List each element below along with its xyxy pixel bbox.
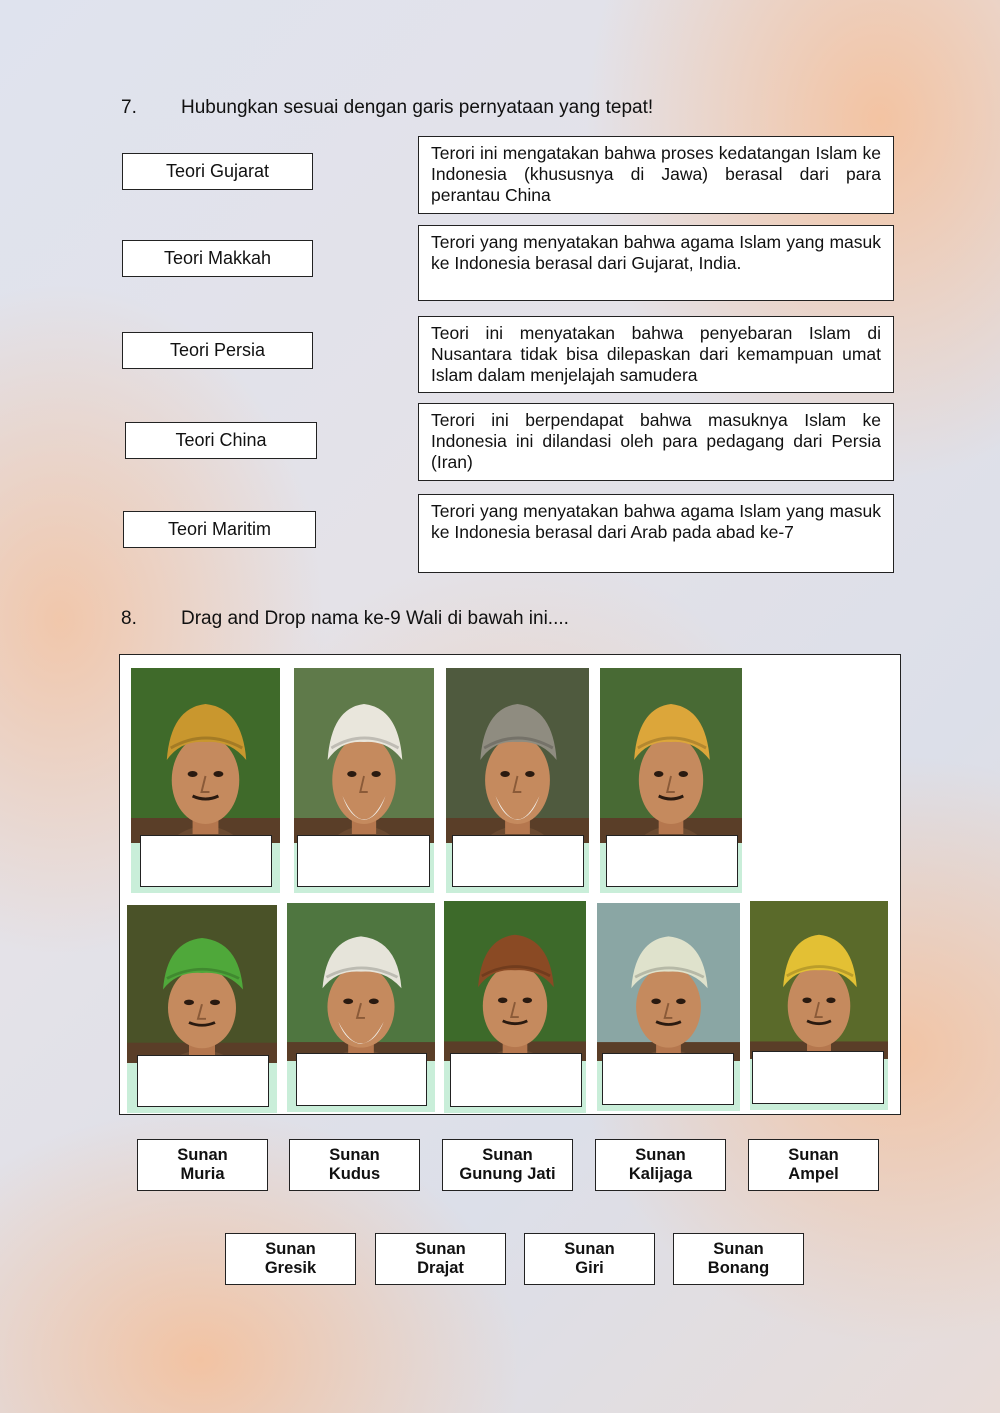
chip-sunan-ampel[interactable] [748, 1139, 879, 1191]
term-label: Teori Gujarat [165, 161, 270, 181]
chip-line: Muria [180, 1165, 225, 1183]
drop-slot-2[interactable] [297, 835, 430, 887]
definition-5[interactable] [418, 494, 894, 573]
chip-sunan-gunung-jati[interactable] [442, 1139, 573, 1191]
drop-slot-5[interactable] [137, 1055, 269, 1107]
definition-text: Terori yang menyatakan bahwa agama Islam yang masuk ke Indonesia berasal dari Arab pada abad ke-7 [431, 501, 881, 542]
chip-line: Drajat [417, 1259, 464, 1277]
definition-text: Terori ini mengatakan bahwa proses kedatangan Islam ke Indonesia (khususnya di Jawa) berasal dari para perantau China [431, 143, 881, 205]
question-instruction: Drag and Drop nama ke-9 Wali di bawah ini.... [181, 608, 569, 629]
question-instruction: Hubungkan sesuai dengan garis pernyataan yang tepat! [181, 97, 654, 118]
chip-line: Giri [575, 1259, 604, 1277]
term-label: Teori Persia [169, 340, 266, 360]
chip-line: Sunan [265, 1240, 316, 1258]
chip-sunan-kalijaga[interactable] [595, 1139, 726, 1191]
chip-line: Sunan [415, 1240, 466, 1258]
chip-sunan-kudus[interactable] [289, 1139, 420, 1191]
chip-line: Bonang [707, 1259, 770, 1277]
term-teori-makkah[interactable] [122, 240, 313, 277]
definition-3[interactable] [418, 316, 894, 393]
chip-line: Kudus [328, 1165, 381, 1183]
question-7-heading [121, 97, 821, 121]
chip-sunan-muria[interactable] [137, 1139, 268, 1191]
term-teori-maritim[interactable] [123, 511, 316, 548]
drop-slot-7[interactable] [450, 1053, 582, 1107]
question-number: 8. [121, 608, 137, 629]
chip-sunan-drajat[interactable] [375, 1233, 506, 1285]
term-label: Teori Maritim [167, 519, 271, 539]
chip-line: Gresik [264, 1259, 317, 1277]
term-teori-gujarat[interactable] [122, 153, 313, 190]
chip-sunan-bonang[interactable] [673, 1233, 804, 1285]
term-teori-china[interactable] [125, 422, 317, 459]
definition-2[interactable] [418, 225, 894, 301]
chip-line: Sunan [482, 1146, 533, 1164]
chip-line: Sunan [564, 1240, 615, 1258]
definition-1[interactable] [418, 136, 894, 214]
chip-line: Kalijaga [628, 1165, 693, 1183]
drop-slot-8[interactable] [602, 1053, 734, 1105]
drop-slot-3[interactable] [452, 835, 584, 887]
drop-slot-1[interactable] [140, 835, 272, 887]
chip-line: Sunan [329, 1146, 380, 1164]
question-8-heading [121, 608, 821, 632]
term-teori-persia[interactable] [122, 332, 313, 369]
definition-text: Terori ini berpendapat bahwa masuknya Islam ke Indonesia ini dilandasi oleh para pedagang dari Persia (Iran) [431, 410, 881, 472]
drop-slot-6[interactable] [296, 1053, 427, 1106]
drop-slot-9[interactable] [752, 1051, 884, 1104]
chip-sunan-giri[interactable] [524, 1233, 655, 1285]
chip-line: Sunan [635, 1146, 686, 1164]
term-label: Teori Makkah [163, 248, 272, 268]
chip-line: Ampel [788, 1165, 839, 1183]
chip-line: Sunan [788, 1146, 839, 1164]
chip-line: Sunan [713, 1240, 764, 1258]
chip-sunan-gresik[interactable] [225, 1233, 356, 1285]
drop-slot-4[interactable] [606, 835, 738, 887]
chip-line: Gunung Jati [459, 1165, 556, 1183]
definition-4[interactable] [418, 403, 894, 481]
chip-line: Sunan [177, 1146, 228, 1164]
definition-text: Terori yang menyatakan bahwa agama Islam yang masuk ke Indonesia berasal dari Gujarat, India. [431, 232, 881, 273]
question-number: 7. [121, 97, 137, 118]
term-label: Teori China [175, 430, 267, 450]
definition-text: Teori ini menyatakan bahwa penyebaran Islam di Nusantara tidak bisa dilepaskan dari kemampuan umat Islam dalam menjelajah samudera [431, 323, 881, 385]
